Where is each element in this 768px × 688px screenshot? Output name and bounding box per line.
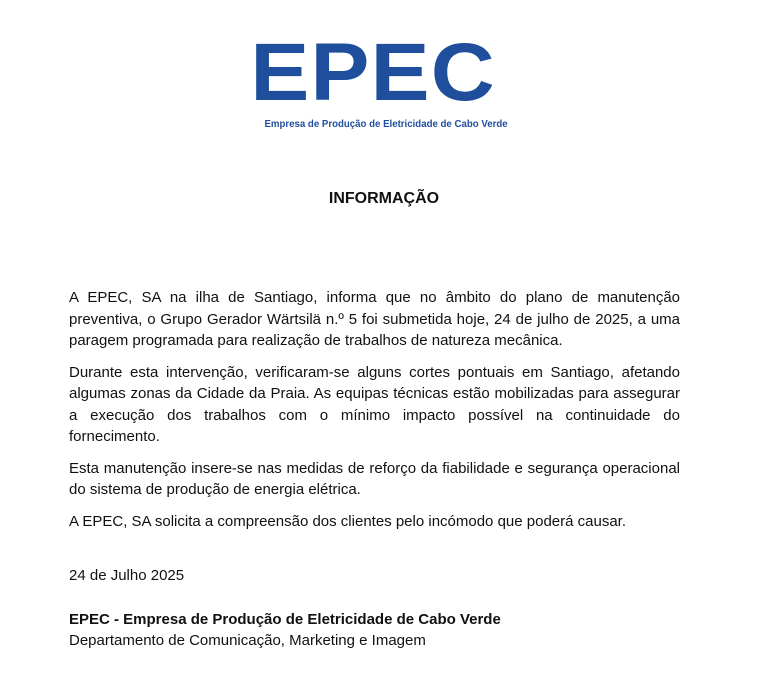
signature-block xyxy=(69,609,501,651)
signature-organization: EPEC - Empresa de Produção de Eletricidade de Cabo Verde xyxy=(69,611,501,628)
paragraph-1: A EPEC, SA na ilha de Santiago, informa que no âmbito do plano de manutenção preventiva, o Grupo Gerador Wärtsilä n.º 5 foi submetida hoje, 24 de julho de 2025, a uma paragem programada para realização de trabalhos de natureza mecânica. xyxy=(69,289,680,349)
logo-tagline: Empresa de Produção de Eletricidade de Cabo Verde xyxy=(264,118,508,130)
signature-department: Departamento de Comunicação, Marketing e Imagem xyxy=(69,632,426,649)
document-date: 24 de Julho 2025 xyxy=(69,567,185,584)
document-title: INFORMAÇÃO xyxy=(328,190,440,207)
document-body xyxy=(69,287,680,542)
paragraph-2: Durante esta intervenção, verificaram-se alguns cortes pontuais em Santiago, afetando algumas zonas da Cidade da Praia. As equipas técnicas estão mobilizadas para assegurar a execução dos trabalhos com o mínimo impacto possível na continuidade do fornecimento. xyxy=(69,363,680,445)
paragraph-3: Esta manutenção insere-se nas medidas de reforço da fiabilidade e segurança operacional do sistema de produção de energia elétrica. xyxy=(69,459,680,498)
paragraph-4: A EPEC, SA solicita a compreensão dos clientes pelo incómodo que poderá causar. xyxy=(69,512,626,530)
epec-logo xyxy=(250,27,508,130)
logo-wordmark: EPEC xyxy=(250,27,496,118)
